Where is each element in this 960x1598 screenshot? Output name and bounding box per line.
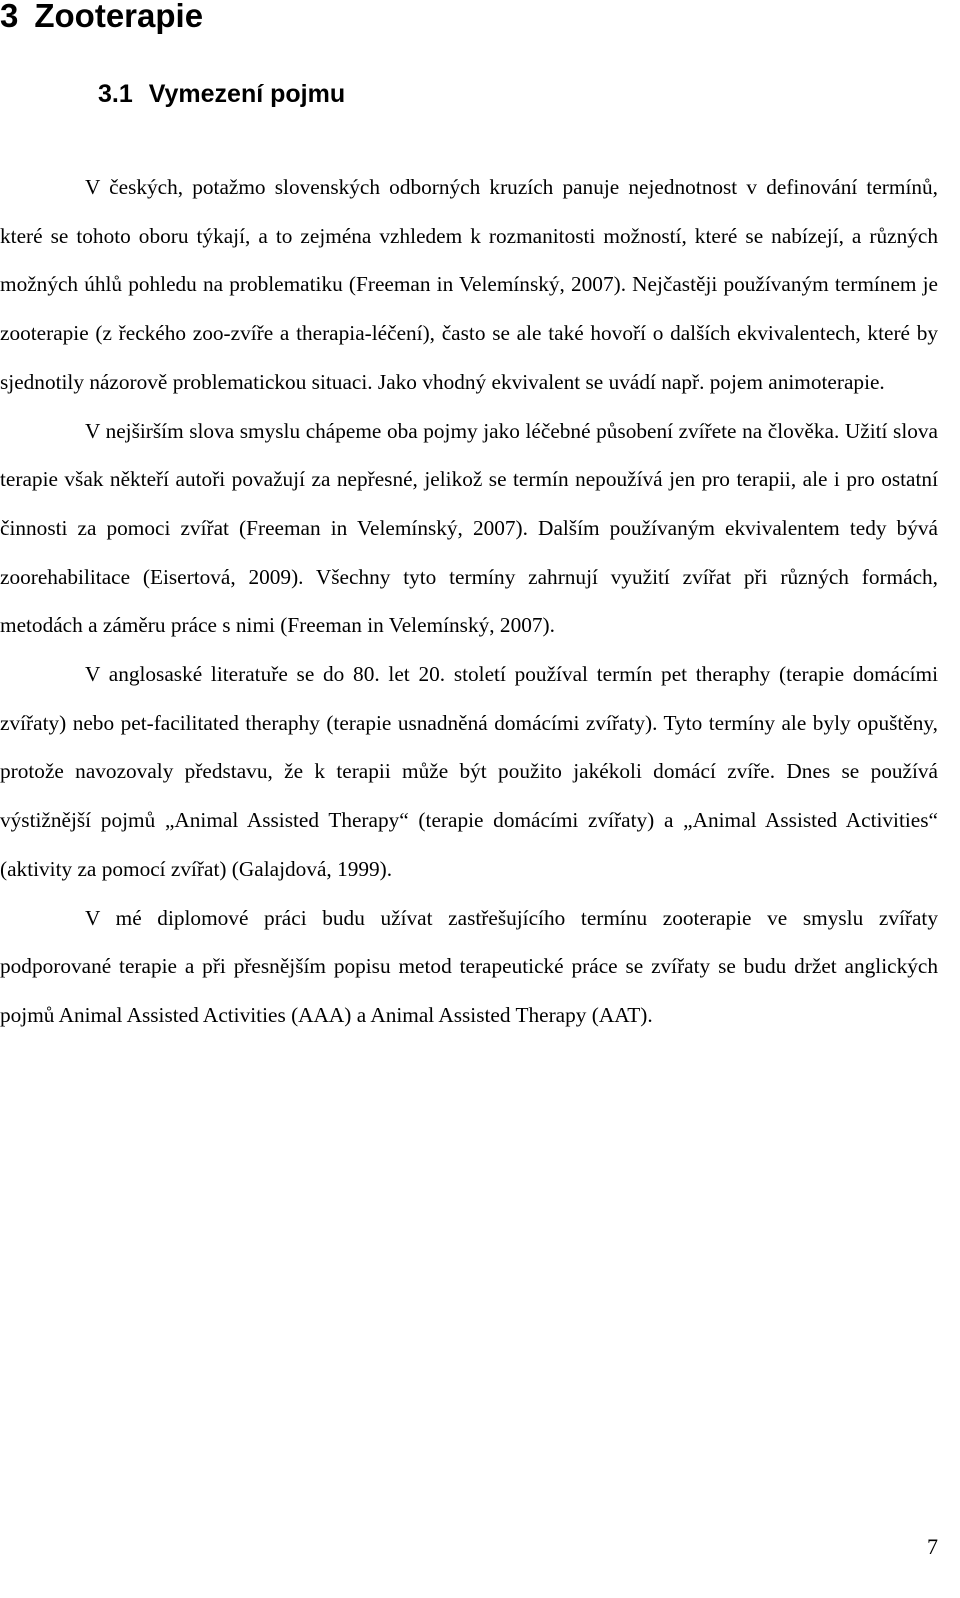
paragraph-4: V mé diplomové práci budu užívat zastřešujícího termínu zooterapie ve smyslu zvířaty podporované terapie a při přesnějším popisu metod terapeutické práce se zvířaty se budu držet anglických pojmů Animal Assisted Activities (AAA) a Animal Assisted Therapy (AAT).: [0, 905, 938, 1027]
chapter-number: 3: [0, 0, 19, 34]
chapter-title: Zooterapie: [34, 0, 204, 34]
paragraph-2: V nejširším slova smyslu chápeme oba pojmy jako léčebné působení zvířete na člověka. Užití slova terapie však někteří autoři považují za nepřesné, jelikož se termín nepoužívá jen pro terapii, ale i pro ostatní činnosti za pomoci zvířat (Freeman in Velemínský, 2007). Dalším používaným ekvivalentem tedy bývá zoorehabilitace (Eisertová, 2009). Všechny tyto termíny zahrnují využití zvířat při různých formách, metodách a záměru práce s nimi (Freeman in Velemínský, 2007).: [0, 418, 938, 638]
paragraph-3: V anglosaské literatuře se do 80. let 20. století používal termín pet theraphy (terapie domácími zvířaty) nebo pet-facilitated theraphy (terapie usnadněná domácími zvířaty). Tyto termíny ale byly opuštěny, protože navozovaly představu, že k terapii může být použito jakékoli domácí zvíře. Dnes se používá výstižnější pojmů „Animal Assisted Therapy“ (terapie domácími zvířaty) a „Animal Assisted Activities“ (aktivity za pomocí zvířat) (Galajdová, 1999).: [0, 662, 938, 881]
section-heading: [98, 76, 345, 112]
section-number: 3.1: [98, 80, 133, 108]
chapter-heading: [0, 0, 203, 38]
paragraph-1: V českých, potažmo slovenských odborných kruzích panuje nejednotnost v definování termínů, které se tohoto oboru týkají, a to zejména vzhledem k rozmanitosti možností, které se nabízejí, a různých možných úhlů pohledu na problematiku (Freeman in Velemínský, 2007). Nejčastěji používaným termínem je zooterapie (z řeckého zoo-zvíře a therapia-léčení), často se ale také hovoří o dalších ekvivalentech, které by sjednotily názorově problematickou situaci. Jako vhodný ekvivalent se uvádí např. pojem animoterapie.: [0, 175, 938, 394]
section-title: Vymezení pojmu: [148, 80, 346, 108]
page-number: 7: [927, 1534, 938, 1559]
body-text: [0, 163, 938, 1040]
